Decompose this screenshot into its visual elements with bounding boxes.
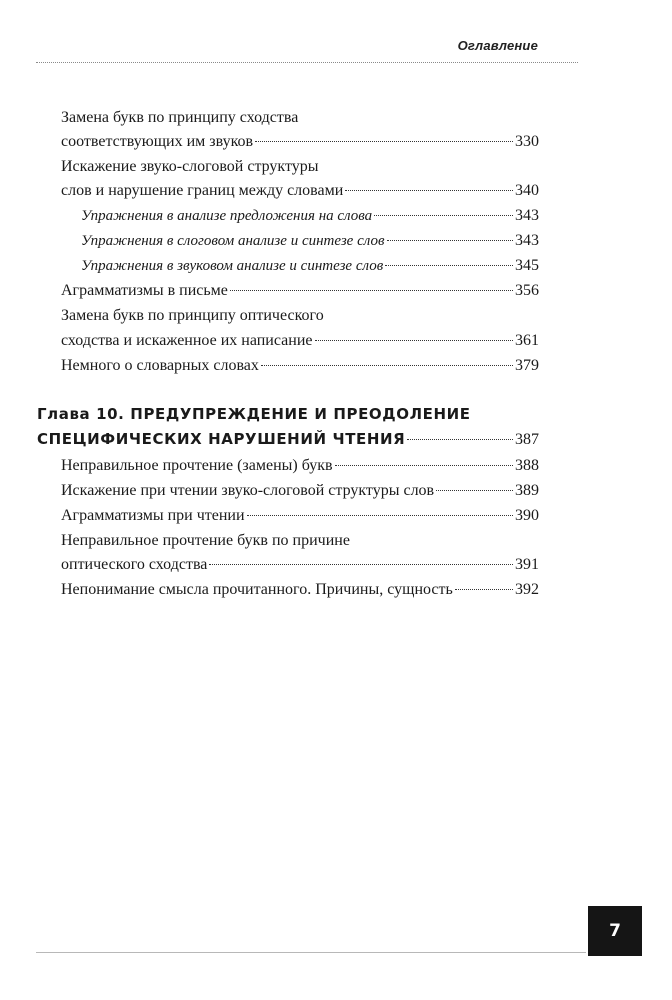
toc-entry <box>61 155 319 179</box>
toc-entry-text: соответствующих им звуков <box>61 133 254 150</box>
toc-page-number: 390 <box>515 507 539 524</box>
toc-entry <box>61 504 539 528</box>
toc-entry <box>61 106 298 130</box>
toc-entry <box>61 479 539 503</box>
toc-page-number: 392 <box>515 581 539 598</box>
toc-entry-text: сходства и искаженное их написание <box>61 332 313 349</box>
footer-divider <box>36 952 586 953</box>
toc-page-number: 387 <box>515 431 539 448</box>
toc-entry-text: Замена букв по принципу оптического <box>61 307 324 324</box>
chapter-heading <box>37 402 471 426</box>
page-number-box <box>588 906 642 956</box>
toc-entry-text: Искажение звуко-слоговой структуры <box>61 158 319 175</box>
dot-leader <box>407 439 513 440</box>
dot-leader <box>436 490 513 491</box>
toc-page-number: 343 <box>515 232 539 249</box>
toc-entry-text: Аграмматизмы в письме <box>61 282 228 299</box>
chapter-heading <box>37 427 539 451</box>
toc-page-number: 340 <box>515 182 539 199</box>
page-number: 7 <box>609 921 621 941</box>
dot-leader <box>315 340 514 341</box>
toc-subentry-text: Упражнения в звуковом анализе и синтезе слов <box>81 258 384 274</box>
toc-page-number: 343 <box>515 207 539 224</box>
dot-leader <box>374 215 513 216</box>
dot-leader <box>385 265 513 266</box>
toc-subentry-text: Упражнения в анализе предложения на слова <box>81 208 373 224</box>
header-divider <box>36 62 578 63</box>
toc-subentry <box>81 204 539 228</box>
toc-entry-text: Немного о словарных словах <box>61 357 259 374</box>
dot-leader <box>230 290 513 291</box>
toc-subentry <box>81 254 539 278</box>
dot-leader <box>209 564 513 565</box>
toc-page-number: 391 <box>515 556 539 573</box>
toc-subentry-text: Упражнения в слоговом анализе и синтезе слов <box>81 233 385 249</box>
dot-leader <box>335 465 513 466</box>
running-head: Оглавление <box>457 38 538 53</box>
toc-entry-text: слов и нарушение границ между словами <box>61 182 344 199</box>
toc-page-number: 388 <box>515 457 539 474</box>
chapter-title-line2: СПЕЦИФИЧЕСКИХ НАРУШЕНИЙ ЧТЕНИЯ <box>37 430 406 448</box>
toc-entry <box>61 279 539 303</box>
toc-entry-text: Непонимание смысла прочитанного. Причины, сущность <box>61 581 453 598</box>
dot-leader <box>247 515 513 516</box>
chapter-title-line1: Глава 10. ПРЕДУПРЕЖДЕНИЕ И ПРЕОДОЛЕНИЕ <box>37 405 471 423</box>
toc-entry-text: Замена букв по принципу сходства <box>61 109 299 126</box>
toc-page-number: 345 <box>515 257 539 274</box>
toc-entry-text: Искажение при чтении звуко-слоговой структуры слов <box>61 482 435 499</box>
toc-entry <box>61 529 350 553</box>
dot-leader <box>345 190 513 191</box>
toc-entry <box>61 130 539 154</box>
toc-page-number: 356 <box>515 282 539 299</box>
toc-entry <box>61 553 539 577</box>
dot-leader <box>261 365 513 366</box>
toc-entry-text: Неправильное прочтение (замены) букв <box>61 457 333 474</box>
dot-leader <box>455 589 513 590</box>
toc-subentry <box>81 229 539 253</box>
toc-entry <box>61 329 539 353</box>
toc-entry-text: Неправильное прочтение букв по причине <box>61 532 350 549</box>
toc-entry <box>61 454 539 478</box>
toc-entry-text: оптического сходства <box>61 556 208 573</box>
dot-leader <box>387 240 514 241</box>
dot-leader <box>255 141 513 142</box>
toc-page-number: 330 <box>515 133 539 150</box>
toc-entry <box>61 304 324 328</box>
toc-page-number: 389 <box>515 482 539 499</box>
toc-entry <box>61 578 539 602</box>
toc-page-number: 379 <box>515 357 539 374</box>
toc-entry <box>61 354 539 378</box>
toc-entry-text: Аграмматизмы при чтении <box>61 507 245 524</box>
toc-entry <box>61 179 539 203</box>
toc-page-number: 361 <box>515 332 539 349</box>
